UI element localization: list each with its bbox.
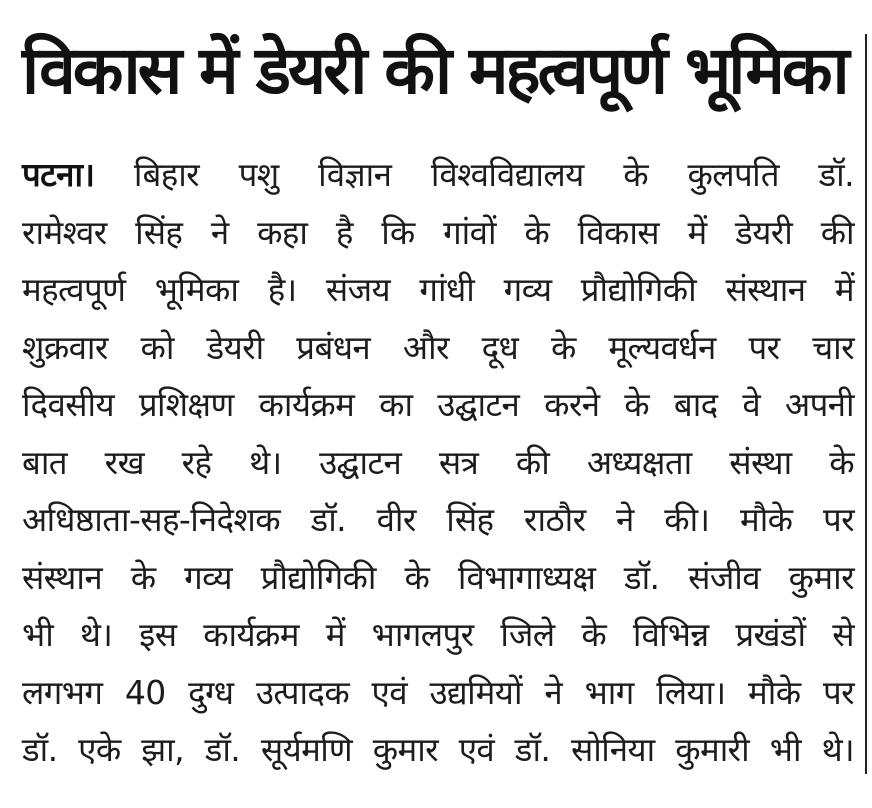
body-line-3: महत्वपूर्ण भूमिका है। संजय गांधी गव्य प्रौद्योगिकी संस्थान में [22,270,854,309]
body-line-6: बात रख रहे थे। उद्घाटन सत्र की अध्यक्षता संस्था के [22,442,854,482]
body-line-4: शुक्रवार को डेयरी प्रबंधन और दूध के मूल्यवर्धन पर चार [22,327,854,367]
article-body [22,146,854,779]
body-line-10: लगभग 40 दुग्ध उत्पादक एवं उद्यमियों ने भाग लिया। मौके पर [22,672,854,712]
body-line-8: संस्थान के गव्य प्रौद्योगिकी के विभागाध्यक्ष डॉ. संजीव कुमार [22,557,854,597]
body-line-1 [22,146,854,204]
column-divider [865,34,867,774]
news-article [22,22,854,769]
dateline: पटना। [22,155,95,194]
body-line-5: दिवसीय प्रशिक्षण कार्यक्रम का उद्घाटन करने के बाद वे अपनी [22,385,854,424]
body-line-7: अधिष्ठाता-सह-निदेशक डॉ. वीर सिंह राठौर ने की। मौके पर [22,500,854,539]
body-line-2: रामेश्वर सिंह ने कहा है कि गांवों के विकास में डेयरी की [22,212,854,252]
body-line-11: डॉ. एके झा, डॉ. सूर्यमणि कुमार एवं डॉ. सोनिया कुमारी भी थे। [22,730,854,769]
body-line-9: भी थे। इस कार्यक्रम में भागलपुर जिले के विभिन्न प्रखंडों से [22,615,854,654]
body-line-1-text: बिहार पशु विज्ञान विश्वविद्यालय के कुलपति डॉ. [94,155,854,194]
headline: विकास में डेयरी की महत्वपूर्ण भूमिका [22,32,847,109]
